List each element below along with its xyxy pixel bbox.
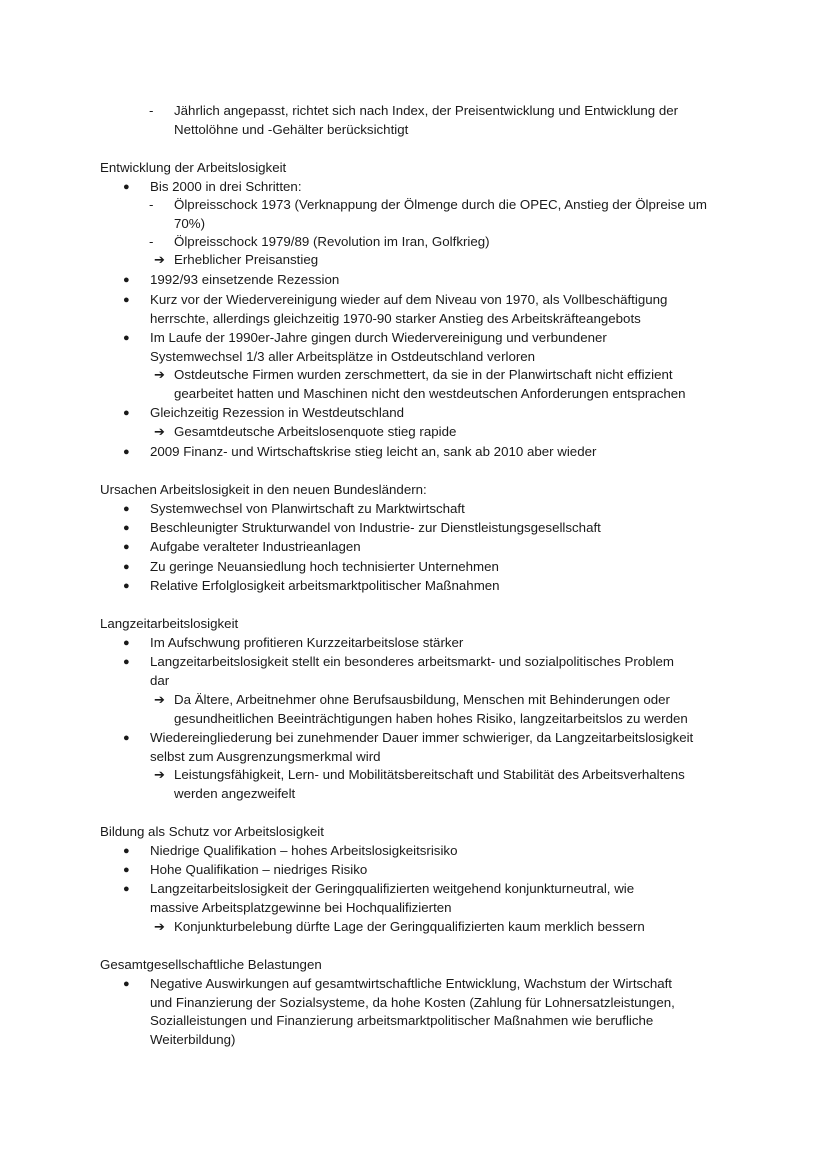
bullet-list-item	[123, 500, 465, 519]
bullet-marker: ●	[123, 446, 130, 458]
arrow-list-item	[154, 251, 319, 270]
text-line: Erheblicher Preisanstieg	[174, 252, 319, 267]
text-line: Ölpreisschock 1973 (Verknappung der Ölmenge durch die OPEC, Anstieg der Ölpreise um	[174, 197, 707, 212]
bullet-marker: ●	[123, 845, 130, 857]
arrow-icon: ➔	[154, 919, 165, 934]
text-line: Zu geringe Neuansiedlung hoch technisierter Unternehmen	[150, 559, 499, 574]
text-line: werden angezweifelt	[174, 785, 296, 801]
text-line: selbst zum Ausgrenzungsmerkmal wird	[150, 748, 381, 764]
bullet-list-item	[123, 329, 607, 366]
section-heading: Langzeitarbeitslosigkeit	[100, 616, 239, 631]
bullet-list-item	[123, 861, 368, 880]
text-line: Bis 2000 in drei Schritten:	[150, 179, 302, 194]
text-line: Kurz vor der Wiedervereinigung wieder auf dem Niveau von 1970, als Vollbeschäftigung	[150, 292, 668, 307]
arrow-icon: ➔	[154, 767, 165, 782]
bullet-marker: ●	[123, 541, 130, 553]
text-line: gesundheitlichen Beeinträchtigungen haben hohes Risiko, langzeitarbeitslos zu werden	[174, 710, 688, 726]
bullet-marker: ●	[123, 883, 130, 895]
dash-list-item	[149, 102, 679, 139]
bullet-list-item	[123, 443, 597, 462]
text-line: Systemwechsel 1/3 aller Arbeitsplätze in Ostdeutschland verloren	[150, 348, 536, 364]
bullet-marker: ●	[123, 294, 130, 306]
text-line: Langzeitarbeitslosigkeit der Geringqualifizierten weitgehend konjunkturneutral, wie	[150, 881, 635, 896]
text-line: Im Aufschwung profitieren Kurzzeitarbeitslose stärker	[150, 635, 464, 650]
bullet-list-item	[123, 404, 405, 423]
arrow-icon: ➔	[154, 252, 165, 267]
arrow-icon: ➔	[154, 424, 165, 439]
section-heading: Ursachen Arbeitslosigkeit in den neuen Bundesländern:	[100, 482, 427, 497]
dash-marker: -	[149, 234, 154, 249]
text-line: Nettolöhne und -Gehälter berücksichtigt	[174, 121, 409, 137]
bullet-list-item	[123, 519, 601, 538]
arrow-list-item	[154, 366, 686, 403]
bullet-marker: ●	[123, 864, 130, 876]
text-line: dar	[150, 672, 170, 688]
text-line: Weiterbildung)	[150, 1031, 236, 1047]
bullet-list-item	[123, 558, 499, 577]
bullet-marker: ●	[123, 637, 130, 649]
text-line: 2009 Finanz- und Wirtschaftskrise stieg leicht an, sank ab 2010 aber wieder	[150, 444, 597, 459]
bullet-marker: ●	[123, 580, 130, 592]
text-line: Im Laufe der 1990er-Jahre gingen durch Wiedervereinigung und verbundener	[150, 330, 607, 345]
text-line: Ölpreisschock 1979/89 (Revolution im Iran, Golfkrieg)	[174, 234, 490, 249]
bullet-list-item	[123, 577, 500, 596]
text-line: Negative Auswirkungen auf gesamtwirtschaftliche Entwicklung, Wachstum der Wirtschaft	[150, 976, 672, 991]
dash-marker: -	[149, 197, 154, 212]
text-line: Jährlich angepasst, richtet sich nach Index, der Preisentwicklung und Entwicklung der	[174, 103, 679, 118]
arrow-list-item	[154, 423, 457, 442]
text-line: Leistungsfähigkeit, Lern- und Mobilitätsbereitschaft und Stabilität des Arbeitsverhaltens	[174, 767, 685, 782]
text-line: Ostdeutsche Firmen wurden zerschmettert, da sie in der Planwirtschaft nicht effizient	[174, 367, 673, 382]
text-line: gearbeitet hatten und Maschinen nicht den westdeutschen Anforderungen entsprachen	[174, 385, 686, 401]
text-line: Relative Erfolglosigkeit arbeitsmarktpolitischer Maßnahmen	[150, 578, 500, 593]
text-line: Niedrige Qualifikation – hohes Arbeitslosigkeitsrisiko	[150, 843, 458, 858]
dash-marker: -	[149, 103, 154, 118]
text-line: massive Arbeitsplatzgewinne bei Hochqualifizierten	[150, 899, 452, 915]
bullet-list-item	[123, 653, 675, 690]
text-line: Hohe Qualifikation – niedriges Risiko	[150, 862, 368, 877]
text-line: Langzeitarbeitslosigkeit stellt ein besonderes arbeitsmarkt- und sozialpolitisches Problem	[150, 654, 675, 669]
section-heading: Gesamtgesellschaftliche Belastungen	[100, 957, 322, 972]
bullet-list-item	[123, 880, 635, 917]
bullet-marker: ●	[123, 732, 130, 744]
bullet-list-item	[123, 975, 675, 1049]
text-line: Beschleunigter Strukturwandel von Industrie- zur Dienstleistungsgesellschaft	[150, 520, 601, 535]
arrow-list-item	[154, 918, 645, 937]
text-line: Systemwechsel von Planwirtschaft zu Marktwirtschaft	[150, 501, 465, 516]
text-line: Aufgabe veralteter Industrieanlagen	[150, 539, 361, 554]
bullet-marker: ●	[123, 522, 130, 534]
arrow-list-item	[154, 766, 685, 803]
text-line: Konjunkturbelebung dürfte Lage der Geringqualifizierten kaum merklich bessern	[174, 919, 645, 934]
dash-list-item	[149, 233, 490, 252]
text-line: Gleichzeitig Rezession in Westdeutschland	[150, 405, 405, 420]
arrow-icon: ➔	[154, 692, 165, 707]
arrow-list-item	[154, 691, 688, 728]
section-heading: Entwicklung der Arbeitslosigkeit	[100, 160, 287, 175]
bullet-list-item	[123, 271, 340, 290]
bullet-marker: ●	[123, 503, 130, 515]
dash-list-item	[149, 196, 707, 233]
text-line: Sozialleistungen und Finanzierung arbeitsmarktpolitischer Maßnahmen wie berufliche	[150, 1013, 654, 1029]
bullet-marker: ●	[123, 332, 130, 344]
text-line: 70%)	[174, 215, 206, 231]
text-line: und Finanzierung der Sozialsysteme, da hohe Kosten (Zahlung für Lohnersatzleistungen,	[150, 994, 675, 1010]
text-line: 1992/93 einsetzende Rezession	[150, 272, 340, 287]
bullet-list-item	[123, 634, 464, 653]
bullet-marker: ●	[123, 407, 130, 419]
bullet-marker: ●	[123, 274, 130, 286]
bullet-marker: ●	[123, 656, 130, 668]
bullet-marker: ●	[123, 561, 130, 573]
text-line: herrschte, allerdings gleichzeitig 1970-90 starker Anstieg des Arbeitskräfteangebots	[150, 310, 641, 326]
bullet-marker: ●	[123, 978, 130, 990]
bullet-marker: ●	[123, 181, 130, 193]
bullet-list-item	[123, 178, 302, 197]
bullet-list-item	[123, 842, 458, 861]
bullet-list-item	[123, 729, 694, 766]
bullet-list-item	[123, 538, 361, 557]
text-line: Gesamtdeutsche Arbeitslosenquote stieg rapide	[174, 424, 457, 439]
bullet-list-item	[123, 291, 668, 328]
text-line: Da Ältere, Arbeitnehmer ohne Berufsausbildung, Menschen mit Behinderungen oder	[174, 692, 670, 707]
text-line: Wiedereingliederung bei zunehmender Dauer immer schwieriger, da Langzeitarbeitslosigkeit	[150, 730, 694, 745]
section-heading: Bildung als Schutz vor Arbeitslosigkeit	[100, 824, 324, 839]
arrow-icon: ➔	[154, 367, 165, 382]
